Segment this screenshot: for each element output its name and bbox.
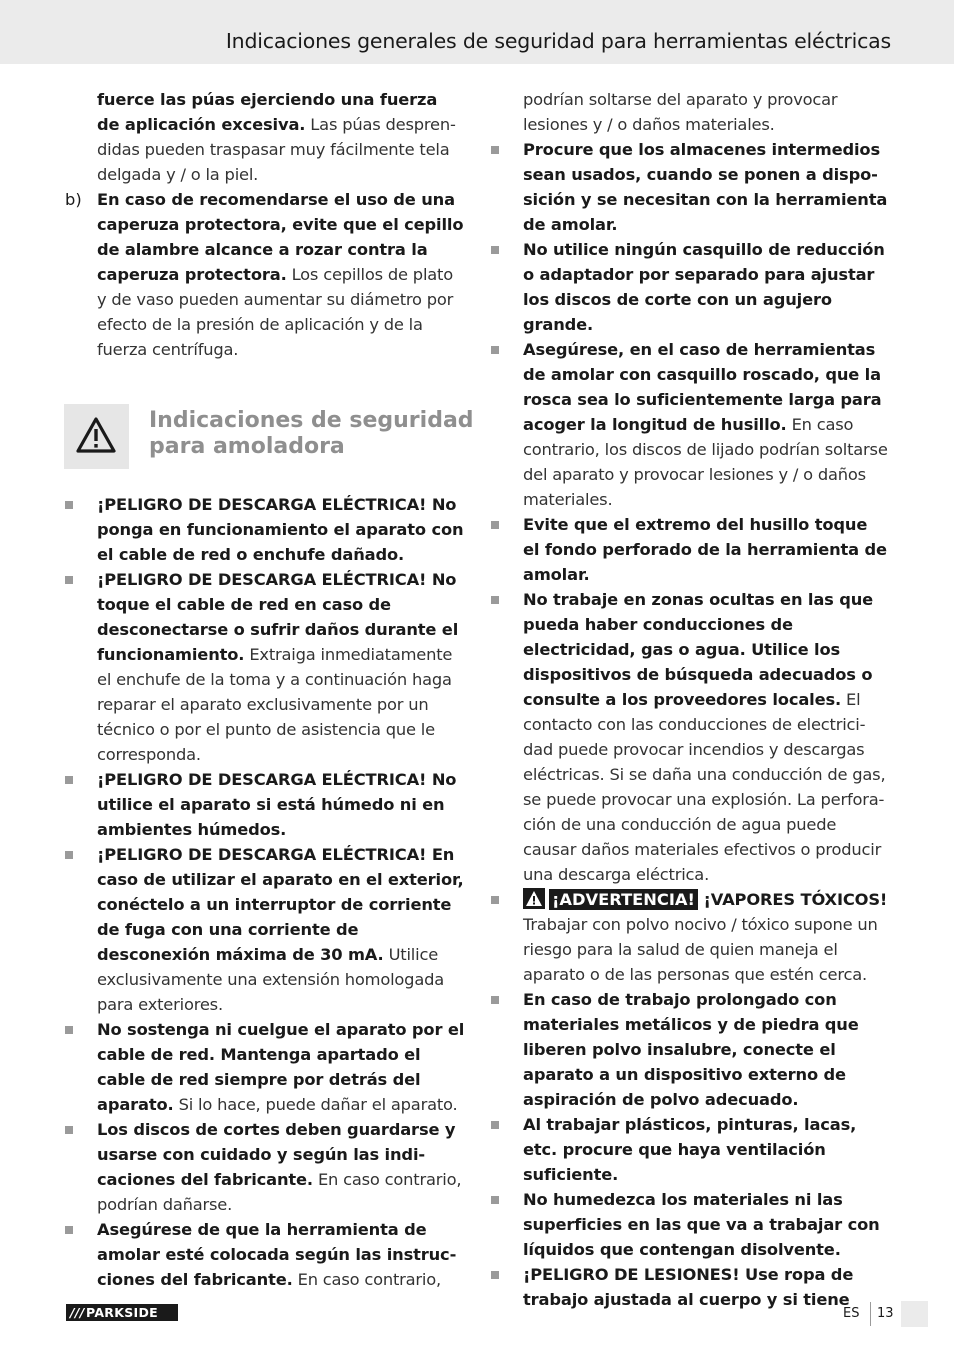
bold-text: En caso de trabajo prolongado con materiales metálicos y de piedra que liberen polvo insalubre, conecte el aparato a un dispositivo externo de aspiración de polvo adecuado. <box>523 990 859 1109</box>
list-item-b <box>65 187 465 362</box>
list-item <box>65 567 465 767</box>
bullet-square-icon <box>491 996 499 1004</box>
bold-text: ¡PELIGRO DE DESCARGA ELÉCTRICA! No toque el cable de red en caso de desconectarse o sufrir daños durante el funcionamiento. <box>97 570 459 664</box>
bullet-square-icon <box>491 1196 499 1204</box>
bullet-square-icon <box>65 1226 73 1234</box>
logo-text: PARKSIDE <box>86 1305 158 1320</box>
continued-paragraph <box>491 87 889 137</box>
list-item <box>65 492 465 567</box>
bold-text: ¡PELIGRO DE DESCARGA ELÉCTRICA! No utilice el aparato si está húmedo ni en ambientes húmedos. <box>97 770 457 839</box>
bold-text: ¡PELIGRO DE DESCARGA ELÉCTRICA! No ponga en funcionamiento el aparato con el cable de red o enchufe dañado. <box>97 495 464 564</box>
bold-text: En caso de recomendarse el uso de una caperuza protectora, evite que el cepillo de alambre alcance a rozar contra la caperuza protectora. <box>97 190 464 284</box>
warning-badge: ¡ADVERTENCIA! <box>549 889 698 910</box>
bold-text: No humedezca los materiales ni las superficies en las que va a trabajar con líquidos que contengan disolvente. <box>523 1190 880 1259</box>
normal-text: Si lo hace, puede dañar el aparato. <box>173 1095 458 1114</box>
normal-text: En caso contrario, podrían dañarse. <box>97 1170 462 1214</box>
footer-tab <box>901 1301 928 1327</box>
list-item <box>65 1017 465 1117</box>
list-item <box>491 337 889 512</box>
page-header-title: Indicaciones generales de seguridad para herramientas eléctricas <box>225 29 891 53</box>
list-item-warning <box>491 887 889 987</box>
bullet-square-icon <box>491 1271 499 1279</box>
bullet-square-icon <box>491 146 499 154</box>
bold-text: No utilice ningún casquillo de reducción o adaptador por separado para ajustar los discos de corte con un agujero grande. <box>523 240 885 334</box>
list-item <box>491 1262 889 1312</box>
normal-text: El contacto con las conducciones de electricidad puede provocar incendios y descargas eléctricas. Si se daña una conducción de gas, se puede provocar una explosión. La perforación de una conducción de agua puede causar daños materiales efectivos o producir una descarga eléctrica. <box>523 690 886 884</box>
bullet-square-icon <box>65 576 73 584</box>
bold-text: ¡VAPORES TÓXICOS! <box>697 890 888 909</box>
list-item <box>491 1112 889 1187</box>
normal-text: Las púas desprendidas pueden traspasar muy fácilmente tela delgada y / o la piel. <box>97 115 456 184</box>
bold-text: Procure que los almacenes intermedios sean usados, cuando se ponen a disposición y se necesitan con la herramienta de amolar. <box>523 140 888 234</box>
bold-text: No trabaje en zonas ocultas en las que pueda haber conducciones de electricidad, gas o agua. Utilice los dispositivos de búsqueda adecuados o consulte a los proveedores locales. <box>523 590 874 709</box>
footer-language: ES <box>843 1306 860 1321</box>
bold-text: Los discos de cortes deben guardarse y usarse con cuidado y según las indicaciones del fabricante. <box>97 1120 456 1189</box>
bold-text: Asegúrese de que la herramienta de amolar esté colocada según las instrucciones del fabricante. <box>97 1220 457 1289</box>
list-item <box>491 237 889 337</box>
list-marker-b: b) <box>65 190 82 209</box>
bullet-square-icon <box>491 246 499 254</box>
bullet-square-icon <box>65 1026 73 1034</box>
bold-text: No sostenga ni cuelgue el aparato por el cable de red. Mantenga apartado el cable de red siempre por detrás del aparato. <box>97 1020 465 1114</box>
bold-text: Evite que el extremo del husillo toque el fondo perforado de la herramienta de amolar. <box>523 515 887 584</box>
normal-text: Trabajar con polvo nocivo / tóxico supone un riesgo para la salud de quien maneja el aparato o de las personas que estén cerca. <box>523 915 878 984</box>
bold-text: Asegúrese, en el caso de herramientas de amolar con casquillo roscado, que la rosca sea lo suficientemente larga para acoger la longitud de husillo. <box>523 340 882 434</box>
bold-text: fuerce las púas ejerciendo una fuerza de aplicación excesiva. <box>97 90 438 134</box>
list-item <box>491 587 889 887</box>
section-heading <box>65 404 474 470</box>
bullet-square-icon <box>65 1126 73 1134</box>
normal-text: Utilice exclusivamente una extensión homologada para exteriores. <box>97 945 445 1014</box>
bullet-square-icon <box>491 596 499 604</box>
bullet-square-icon <box>65 776 73 784</box>
bullet-square-icon <box>491 896 499 904</box>
list-item <box>65 842 465 1017</box>
bullet-square-icon <box>491 1121 499 1129</box>
list-item <box>65 767 465 842</box>
list-item <box>491 137 889 237</box>
warning-triangle-icon <box>64 404 129 469</box>
bullet-square-icon <box>65 851 73 859</box>
normal-text: Los cepillos de plato y de vaso pueden aumentar su diámetro por efecto de la presión de aplicación y de la fuerza centrífuga. <box>97 265 454 359</box>
bullet-square-icon <box>65 501 73 509</box>
normal-text: En caso contrario, los discos de lijado podrían soltarse del aparato y provocar lesiones y / o daños materiales. <box>523 415 888 509</box>
footer-divider <box>870 1302 871 1326</box>
page-number: 13 <box>877 1306 894 1321</box>
list-item <box>491 512 889 587</box>
bold-text: Al trabajar plásticos, pinturas, lacas, etc. procure que haya ventilación suficiente. <box>523 1115 857 1184</box>
list-item <box>491 987 889 1112</box>
list-item <box>491 1187 889 1262</box>
bold-text: ¡PELIGRO DE DESCARGA ELÉCTRICA! En caso de utilizar el aparato en el exterior, conéctelo a un interruptor de corriente de fuga con una corriente de desconexión máxima de 30 mA. <box>97 845 464 964</box>
warning-triangle-icon <box>523 888 545 909</box>
bullet-square-icon <box>491 521 499 529</box>
bullet-square-icon <box>491 346 499 354</box>
section-title: Indicaciones de seguridad para amoladora <box>149 408 474 459</box>
right-column <box>491 87 889 1312</box>
list-item <box>65 1217 465 1292</box>
normal-text: En caso contrario, <box>292 1270 441 1289</box>
normal-text: Extraiga inmediatamente el enchufe de la toma y a continuación haga reparar el aparato exclusivamente por un técnico o por el punto de asistencia que le corresponda. <box>97 645 453 764</box>
normal-text: podrían soltarse del aparato y provocar lesiones y / o daños materiales. <box>523 90 838 134</box>
left-column <box>65 87 474 1292</box>
logo-slashes: /// <box>70 1305 85 1320</box>
bold-text: ¡PELIGRO DE LESIONES! Use ropa de trabajo ajustada al cuerpo y si tiene <box>523 1265 854 1309</box>
continued-paragraph <box>65 87 465 187</box>
parkside-logo <box>66 1304 178 1321</box>
list-item <box>65 1117 465 1217</box>
